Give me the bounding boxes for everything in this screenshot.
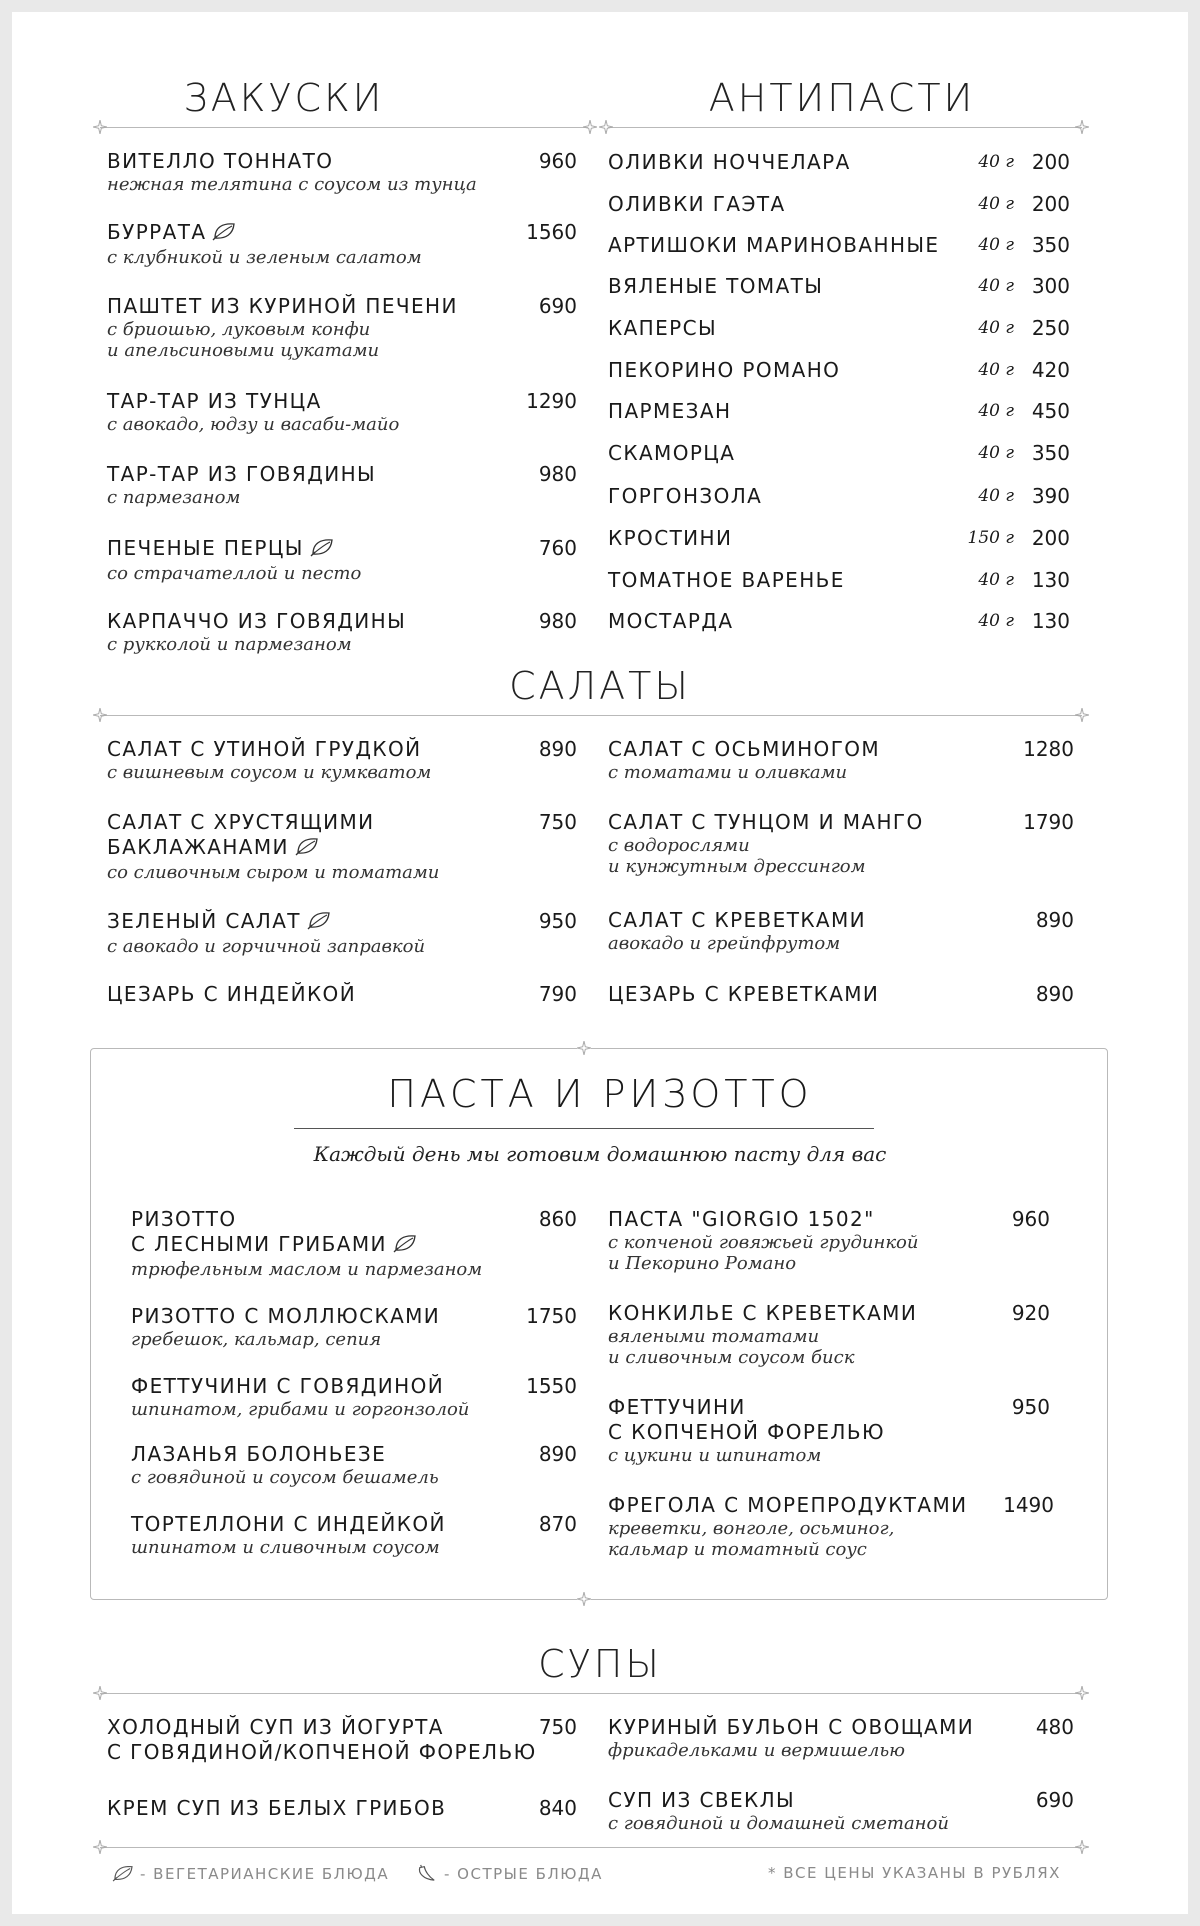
antipasti-item bbox=[608, 483, 1070, 509]
item-name: ПАРМЕЗАН bbox=[608, 399, 732, 423]
item-name: МОСТАРДА bbox=[608, 609, 734, 633]
menu-item bbox=[107, 220, 577, 268]
item-weight: 40 г bbox=[978, 194, 1014, 214]
item-name: ТАР-ТАР ИЗ ГОВЯДИНЫ bbox=[107, 462, 377, 486]
item-price: 480 bbox=[1035, 1715, 1074, 1739]
menu-item bbox=[107, 737, 577, 783]
item-name: БУРРАТА bbox=[107, 220, 207, 244]
item-price: 950 bbox=[538, 909, 577, 933]
item-price: 250 bbox=[1031, 316, 1070, 340]
item-name: ОЛИВКИ НОЧЧЕЛАРА bbox=[608, 150, 851, 174]
antipasti-item bbox=[608, 567, 1070, 593]
menu-item bbox=[608, 1493, 1054, 1560]
item-name: ТОРТЕЛЛОНИ С ИНДЕЙКОЙ bbox=[131, 1512, 446, 1536]
menu-item bbox=[608, 908, 1074, 954]
menu-item bbox=[608, 982, 1074, 1007]
menu-item bbox=[107, 389, 577, 435]
item-price: 870 bbox=[538, 1512, 577, 1536]
menu-item bbox=[608, 1715, 1074, 1761]
legend-prices-note: * ВСЕ ЦЕНЫ УКАЗАНЫ В РУБЛЯХ bbox=[768, 1864, 1061, 1882]
item-name: ПАШТЕТ ИЗ КУРИНОЙ ПЕЧЕНИ bbox=[107, 294, 458, 318]
menu-item bbox=[131, 1512, 577, 1558]
ornament-icon bbox=[93, 708, 107, 722]
item-description: гребешок, кальмар, сепия bbox=[131, 1329, 382, 1350]
item-price: 890 bbox=[538, 737, 577, 761]
vegetarian-leaf-icon bbox=[307, 910, 331, 936]
item-price: 1490 bbox=[1003, 1493, 1054, 1517]
ornament-icon bbox=[93, 1686, 107, 1700]
item-price: 350 bbox=[1031, 441, 1070, 465]
antipasti-item bbox=[608, 525, 1070, 551]
vegetarian-leaf-icon bbox=[295, 836, 319, 862]
item-name: РИЗОТТО С МОЛЛЮСКАМИ bbox=[131, 1304, 441, 1328]
item-description: с водорослями и кунжутным дрессингом bbox=[608, 835, 866, 877]
item-weight: 40 г bbox=[978, 570, 1014, 590]
menu-item bbox=[107, 609, 577, 655]
antipasti-item bbox=[608, 357, 1070, 383]
item-name: ЦЕЗАРЬ С ИНДЕЙКОЙ bbox=[107, 982, 357, 1006]
item-weight: 150 г bbox=[967, 528, 1014, 548]
item-name: ОЛИВКИ ГАЭТА bbox=[608, 192, 786, 216]
item-description: нежная телятина с соусом из тунца bbox=[107, 174, 477, 195]
item-name: САЛАТ С ХРУСТЯЩИМИ БАКЛАЖАНАМИ bbox=[107, 810, 375, 859]
vegetarian-leaf-icon bbox=[212, 221, 236, 247]
item-name: ТАР-ТАР ИЗ ТУНЦА bbox=[107, 389, 322, 413]
item-price: 1550 bbox=[526, 1374, 577, 1398]
item-price: 890 bbox=[1035, 982, 1074, 1006]
menu-item bbox=[608, 1301, 1050, 1368]
item-description: с вишневым соусом и кумкватом bbox=[107, 762, 432, 783]
menu-item bbox=[107, 982, 577, 1007]
item-description: вялеными томатами и сливочным соусом биск bbox=[608, 1326, 855, 1368]
item-price: 1750 bbox=[526, 1304, 577, 1328]
item-weight: 40 г bbox=[978, 401, 1014, 421]
item-weight: 40 г bbox=[978, 235, 1014, 255]
item-weight: 40 г bbox=[978, 443, 1014, 463]
antipasti-item bbox=[608, 608, 1070, 634]
item-weight: 40 г bbox=[978, 318, 1014, 338]
spicy-pepper-icon bbox=[416, 1864, 438, 1886]
item-price: 920 bbox=[1011, 1301, 1050, 1325]
section-title-pasta: ПАСТА И РИЗОТТО bbox=[387, 1072, 813, 1116]
item-name: КУРИНЫЙ БУЛЬОН С ОВОЩАМИ bbox=[608, 1715, 975, 1739]
ornament-icon bbox=[1075, 708, 1089, 722]
item-name: ВИТЕЛЛО ТОННАТО bbox=[107, 149, 334, 173]
item-price: 890 bbox=[1035, 908, 1074, 932]
item-price: 350 bbox=[1031, 233, 1070, 257]
item-name: КРЕМ СУП ИЗ БЕЛЫХ ГРИБОВ bbox=[107, 1796, 447, 1820]
item-price: 760 bbox=[538, 536, 577, 560]
ornament-icon bbox=[1075, 1686, 1089, 1700]
item-price: 690 bbox=[538, 294, 577, 318]
item-name: ФРЕГОЛА С МОРЕПРОДУКТАМИ bbox=[608, 1493, 968, 1517]
item-name: ГОРГОНЗОЛА bbox=[608, 484, 763, 508]
item-price: 840 bbox=[538, 1796, 577, 1820]
legend-vegetarian-text: - ВЕГЕТАРИАНСКИЕ БЛЮДА bbox=[140, 1865, 390, 1883]
legend-spicy-text: - ОСТРЫЕ БЛЮДА bbox=[444, 1865, 603, 1883]
item-name: СУП ИЗ СВЕКЛЫ bbox=[608, 1788, 796, 1812]
divider-bottom bbox=[100, 1847, 1082, 1848]
section-title-supy: СУПЫ bbox=[538, 1642, 662, 1686]
divider-zakuski bbox=[100, 127, 588, 128]
item-weight: 40 г bbox=[978, 152, 1014, 172]
pasta-subtitle: Каждый день мы готовим домашнюю пасту для вас bbox=[313, 1142, 887, 1166]
item-description: со страчателлой и песто bbox=[107, 563, 362, 584]
item-description: авокадо и грейпфрутом bbox=[608, 933, 841, 954]
item-description: шпинатом, грибами и горгонзолой bbox=[131, 1399, 470, 1420]
item-name: КОНКИЛЬЕ С КРЕВЕТКАМИ bbox=[608, 1301, 918, 1325]
divider-salaty bbox=[100, 715, 1082, 716]
section-title-zakuski: ЗАКУСКИ bbox=[183, 76, 385, 120]
antipasti-item bbox=[608, 232, 1070, 258]
item-description: с копченой говяжьей грудинкой и Пекорино Романо bbox=[608, 1232, 919, 1274]
item-price: 1280 bbox=[1023, 737, 1074, 761]
menu-item bbox=[131, 1207, 577, 1280]
legend-spicy bbox=[416, 1864, 603, 1886]
vegetarian-leaf-icon bbox=[393, 1233, 417, 1259]
item-name: ПАСТА "GIORGIO 1502" bbox=[608, 1207, 875, 1231]
item-name: ЦЕЗАРЬ С КРЕВЕТКАМИ bbox=[608, 982, 880, 1006]
item-name: АРТИШОКИ МАРИНОВАННЫЕ bbox=[608, 233, 940, 257]
item-price: 860 bbox=[538, 1207, 577, 1231]
menu-item bbox=[107, 1796, 577, 1821]
menu-item bbox=[608, 1207, 1050, 1274]
pasta-title-underline bbox=[294, 1128, 874, 1129]
item-price: 130 bbox=[1031, 568, 1070, 592]
item-name: ФЕТТУЧИНИ С ГОВЯДИНОЙ bbox=[131, 1374, 445, 1398]
item-description: с авокадо, юдзу и васаби-майо bbox=[107, 414, 400, 435]
item-price: 890 bbox=[538, 1442, 577, 1466]
ornament-icon bbox=[93, 120, 107, 134]
item-description: со сливочным сыром и томатами bbox=[107, 862, 440, 883]
item-name: САЛАТ С УТИНОЙ ГРУДКОЙ bbox=[107, 737, 422, 761]
item-price: 390 bbox=[1031, 484, 1070, 508]
menu-item bbox=[107, 1715, 577, 1765]
item-price: 750 bbox=[538, 810, 577, 834]
item-price: 980 bbox=[538, 609, 577, 633]
ornament-icon bbox=[599, 120, 613, 134]
item-description: с клубникой и зеленым салатом bbox=[107, 247, 422, 268]
item-weight: 40 г bbox=[978, 611, 1014, 631]
item-name: КАРПАЧЧО ИЗ ГОВЯДИНЫ bbox=[107, 609, 407, 633]
item-name: ЗЕЛЕНЫЙ САЛАТ bbox=[107, 909, 301, 933]
item-description: с томатами и оливками bbox=[608, 762, 848, 783]
antipasti-item bbox=[608, 440, 1070, 466]
item-name: ТОМАТНОЕ ВАРЕНЬЕ bbox=[608, 568, 845, 592]
item-name: ФЕТТУЧИНИ С КОПЧЕНОЙ ФОРЕЛЬЮ bbox=[608, 1395, 885, 1444]
item-description: креветки, вонголе, осьминог, кальмар и томатный соус bbox=[608, 1518, 895, 1560]
ornament-icon bbox=[583, 120, 597, 134]
divider-antipasti bbox=[608, 127, 1082, 128]
item-description: шпинатом и сливочным соусом bbox=[131, 1537, 440, 1558]
item-name: ВЯЛЕНЫЕ ТОМАТЫ bbox=[608, 274, 824, 298]
menu-item bbox=[107, 294, 577, 361]
item-price: 130 bbox=[1031, 609, 1070, 633]
item-name: САЛАТ С ТУНЦОМ И МАНГО bbox=[608, 810, 924, 834]
menu-item bbox=[107, 909, 577, 957]
item-price: 200 bbox=[1031, 526, 1070, 550]
menu-item bbox=[608, 1395, 1050, 1466]
ornament-icon bbox=[1075, 120, 1089, 134]
item-description: с бриошью, луковым конфи и апельсиновыми цукатами bbox=[107, 319, 380, 361]
ornament-icon bbox=[93, 1840, 107, 1854]
section-title-antipasti: АНТИПАСТИ bbox=[708, 76, 976, 120]
item-price: 420 bbox=[1031, 358, 1070, 382]
menu-item bbox=[608, 1788, 1074, 1834]
item-name: САЛАТ С КРЕВЕТКАМИ bbox=[608, 908, 867, 932]
item-price: 200 bbox=[1031, 192, 1070, 216]
item-name: ПЕКОРИНО РОМАНО bbox=[608, 358, 841, 382]
item-name: РИЗОТТО С ЛЕСНЫМИ ГРИБАМИ bbox=[131, 1207, 387, 1256]
ornament-icon bbox=[1075, 1840, 1089, 1854]
item-description: с рукколой и пармезаном bbox=[107, 634, 352, 655]
antipasti-item bbox=[608, 191, 1070, 217]
item-price: 790 bbox=[538, 982, 577, 1006]
item-price: 750 bbox=[538, 1715, 577, 1739]
item-name: КАПЕРСЫ bbox=[608, 316, 718, 340]
menu-item bbox=[107, 149, 577, 195]
item-price: 980 bbox=[538, 462, 577, 486]
item-price: 950 bbox=[1011, 1395, 1050, 1419]
item-price: 960 bbox=[538, 149, 577, 173]
item-description: трюфельным маслом и пармезаном bbox=[131, 1259, 483, 1280]
vegetarian-leaf-icon bbox=[112, 1864, 134, 1886]
item-name: САЛАТ С ОСЬМИНОГОМ bbox=[608, 737, 881, 761]
item-name: СКАМОРЦА bbox=[608, 441, 736, 465]
item-price: 1290 bbox=[526, 389, 577, 413]
item-price: 1790 bbox=[1023, 810, 1074, 834]
menu-item bbox=[608, 737, 1074, 783]
divider-supy bbox=[100, 1693, 1082, 1694]
menu-item bbox=[131, 1442, 577, 1488]
item-price: 1560 bbox=[526, 220, 577, 244]
item-name: ПЕЧЕНЫЕ ПЕРЦЫ bbox=[107, 536, 304, 560]
item-name: КРОСТИНИ bbox=[608, 526, 733, 550]
item-weight: 40 г bbox=[978, 276, 1014, 296]
menu-item bbox=[107, 462, 577, 508]
ornament-icon bbox=[577, 1041, 591, 1055]
menu-item bbox=[131, 1374, 577, 1420]
item-description: с цукини и шпинатом bbox=[608, 1445, 822, 1466]
section-title-salaty: САЛАТЫ bbox=[509, 664, 691, 708]
vegetarian-leaf-icon bbox=[310, 537, 334, 563]
item-weight: 40 г bbox=[978, 486, 1014, 506]
legend-vegetarian bbox=[112, 1864, 389, 1886]
menu-page bbox=[12, 12, 1188, 1914]
menu-item bbox=[608, 810, 1074, 877]
item-name: ХОЛОДНЫЙ СУП ИЗ ЙОГУРТА С ГОВЯДИНОЙ/КОПЧЕНОЙ ФОРЕЛЬЮ bbox=[107, 1715, 537, 1764]
item-price: 300 bbox=[1031, 274, 1070, 298]
item-price: 690 bbox=[1035, 1788, 1074, 1812]
antipasti-item bbox=[608, 315, 1070, 341]
antipasti-item bbox=[608, 398, 1070, 424]
item-price: 450 bbox=[1031, 399, 1070, 423]
antipasti-item bbox=[608, 273, 1070, 299]
antipasti-item bbox=[608, 149, 1070, 175]
ornament-icon bbox=[577, 1592, 591, 1606]
menu-item bbox=[131, 1304, 577, 1350]
menu-item bbox=[107, 536, 577, 584]
item-description: с говядиной и соусом бешамель bbox=[131, 1467, 439, 1488]
item-description: с говядиной и домашней сметаной bbox=[608, 1813, 949, 1834]
item-name: ЛАЗАНЬЯ БОЛОНЬЕЗЕ bbox=[131, 1442, 387, 1466]
item-description: с авокадо и горчичной заправкой bbox=[107, 936, 426, 957]
item-weight: 40 г bbox=[978, 360, 1014, 380]
item-price: 960 bbox=[1011, 1207, 1050, 1231]
item-price: 200 bbox=[1031, 150, 1070, 174]
item-description: фрикадельками и вермишелью bbox=[608, 1740, 906, 1761]
item-description: с пармезаном bbox=[107, 487, 241, 508]
menu-item bbox=[107, 810, 577, 883]
